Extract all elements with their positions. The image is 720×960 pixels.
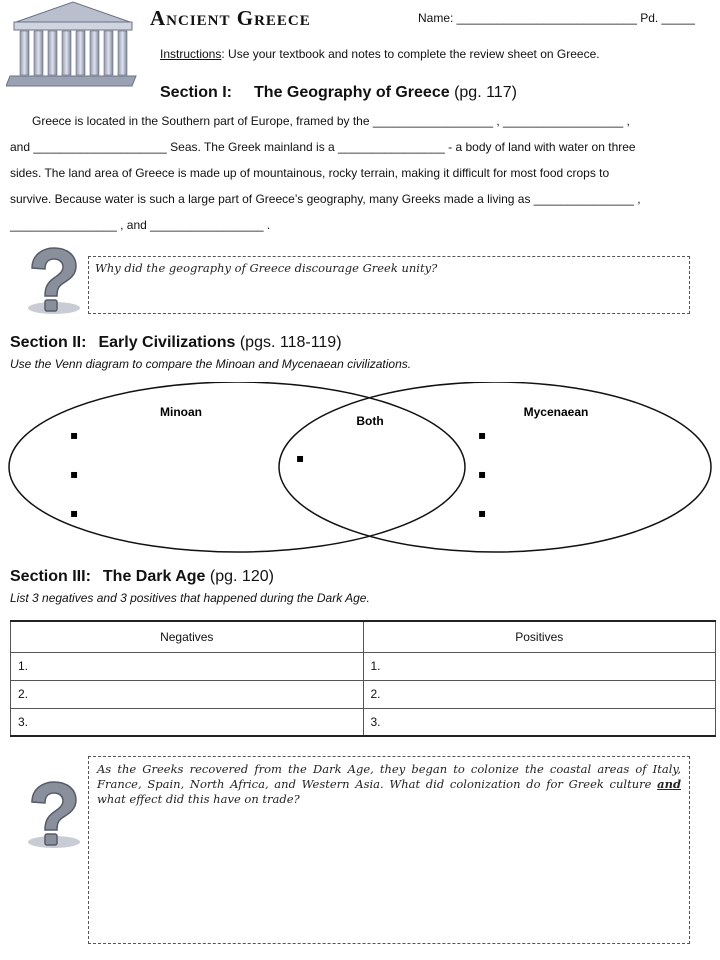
- question-text-part: what effect did this have on trade?: [97, 792, 300, 806]
- table-row: [11, 680, 716, 708]
- venn-label-both: Both: [356, 414, 384, 428]
- answer-box[interactable]: [88, 256, 690, 314]
- venn-circle-mycenaean: [279, 382, 711, 552]
- column-header-positives: Positives: [363, 621, 716, 652]
- table-header-row: [11, 621, 716, 652]
- section-2-instructions: Use the Venn diagram to compare the Minoan and Mycenaean civilizations.: [10, 357, 412, 371]
- section-3-label: Section III:: [10, 568, 91, 585]
- section-2-title: Early Civilizations: [98, 334, 236, 351]
- table-row: [11, 708, 716, 736]
- paragraph-line: survive. Because water is such a large part of Greece’s geography, many Greeks made a living as _______________ ,: [10, 192, 641, 206]
- column-header-negatives: Negatives: [11, 621, 364, 652]
- venn-bullet: ▪: [70, 467, 79, 481]
- paragraph-line: Greece is located in the Southern part of Europe, framed by the __________________ , __________________ ,: [32, 114, 630, 128]
- section-3-heading: [10, 568, 274, 586]
- section-2-heading: [10, 334, 342, 352]
- question-text: Why did the geography of Greece discourage Greek unity?: [95, 261, 438, 275]
- venn-bullet: ▪: [478, 428, 487, 442]
- table-cell[interactable]: 2.: [11, 680, 364, 708]
- venn-bullet: ▪: [296, 451, 305, 465]
- paragraph-line: sides. The land area of Greece is made up of mountainous, rocky terrain, making it difficult for most food crops to: [10, 166, 610, 180]
- section-1-title: The Geography of Greece: [254, 84, 450, 101]
- table-cell[interactable]: 3.: [11, 708, 364, 736]
- greek-temple-icon: [6, 0, 140, 88]
- paragraph-line: and ____________________ Seas. The Greek mainland is a ________________ - a body of land with water on three: [10, 140, 636, 154]
- document-title: Ancient Greece: [150, 6, 311, 30]
- table-row: [11, 652, 716, 680]
- dark-age-table: [10, 620, 716, 737]
- venn-label-mycenaean: Mycenaean: [523, 405, 589, 419]
- venn-bullet: ▪: [478, 506, 487, 520]
- section-3-title: The Dark Age: [102, 568, 206, 585]
- instructions-label: Instructions: [160, 47, 222, 61]
- section-2-label: Section II:: [10, 334, 87, 351]
- section-1-label: Section I:: [160, 84, 233, 101]
- table-cell[interactable]: 3.: [363, 708, 716, 736]
- section-1-heading: [160, 84, 517, 102]
- question-emphasis: and: [657, 777, 681, 791]
- paragraph-line: ________________ , and _________________ .: [10, 218, 271, 232]
- answer-box[interactable]: [88, 756, 690, 944]
- question-text-part: As the Greeks recovered from the Dark Age, they began to colonize the coastal areas of Italy, France, Spain, North Africa, and Western Asia. What did colonization do for Greek culture: [97, 762, 681, 791]
- venn-diagram: [0, 382, 720, 560]
- venn-bullet: ▪: [478, 467, 487, 481]
- table-cell[interactable]: 1.: [11, 652, 364, 680]
- table-cell[interactable]: 2.: [363, 680, 716, 708]
- venn-bullet: ▪: [70, 428, 79, 442]
- question-text: [89, 757, 689, 812]
- section-3-pages: (pg. 120): [209, 568, 274, 585]
- instructions-text: : Use your textbook and notes to complete the review sheet on Greece.: [221, 47, 600, 61]
- table-cell[interactable]: 1.: [363, 652, 716, 680]
- venn-label-minoan: Minoan: [160, 405, 202, 419]
- question-mark-icon: [14, 780, 86, 852]
- name-period-line: Name: ___________________________ Pd. _____: [418, 11, 695, 25]
- venn-bullet: ▪: [70, 506, 79, 520]
- question-mark-icon: [14, 246, 86, 318]
- section-1-pages: (pg. 117): [454, 84, 517, 101]
- instructions: [160, 47, 600, 61]
- section-3-instructions: List 3 negatives and 3 positives that happened during the Dark Age.: [10, 591, 370, 605]
- section-2-pages: (pgs. 118-119): [239, 334, 342, 351]
